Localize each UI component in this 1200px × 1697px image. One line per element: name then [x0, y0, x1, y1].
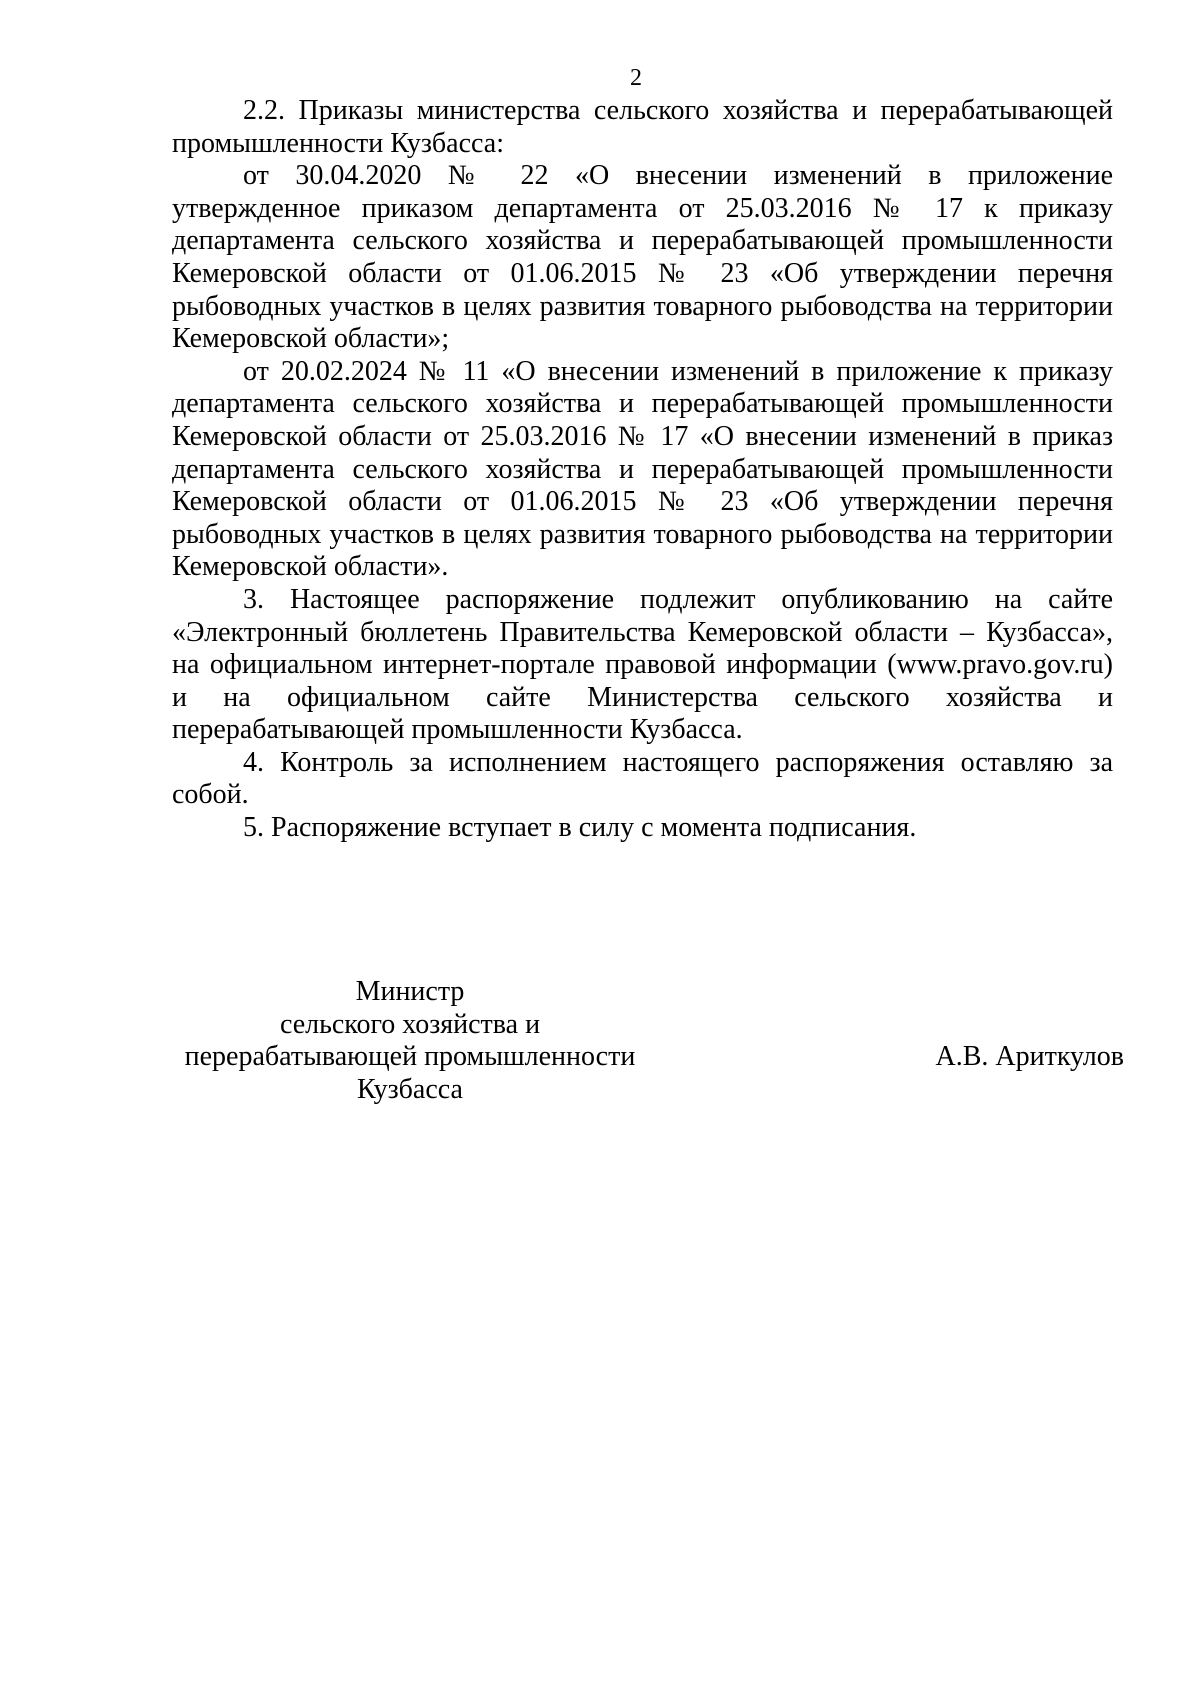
- document-body: [172, 95, 1113, 845]
- paragraph-3-publication: 3. Настоящее распоряжение подлежит опубликованию на сайте «Электронный бюллетень Правительства Кемеровской области – Кузбасса», на официальном интернет-портале правовой информации (www.pravo.gov.ru) и на официальном сайте Министерства сельского хозяйства и перерабатывающей промышленности Кузбасса.: [172, 583, 1113, 746]
- signatory-position: [150, 976, 670, 1106]
- signatory-position-line: перерабатывающей промышленности: [184, 1041, 636, 1073]
- paragraph-5-effect: 5. Распоряжение вступает в силу с момента подписания.: [243, 812, 917, 844]
- page-number: 2: [630, 65, 642, 91]
- signatory-position-line: Министр: [355, 976, 465, 1007]
- paragraph-order-2020: от 30.04.2020 № 22 «О внесении изменений в приложение утвержденное приказом департамента от 25.03.2016 № 17 к приказу департамента сельского хозяйства и перерабатывающей промышленности Кемеровской области от 01.06.2015 № 23 «Об утверждении перечня рыбоводных участков в целях развития товарного рыбоводства на территории Кемеровской области»;: [172, 160, 1113, 355]
- signatory-name: А.В. Ариткулов: [935, 1041, 1124, 1072]
- paragraph-order-2024: от 20.02.2024 № 11 «О внесении изменений в приложение к приказу департамента сельского хозяйства и перерабатывающей промышленности Кемеровской области от 25.03.2016 № 17 «О внесении изменений в приказ департамента сельского хозяйства и перерабатывающей промышленности Кемеровской области от 01.06.2015 № 23 «Об утверждении перечня рыбоводных участков в целях развития товарного рыбоводства на территории Кемеровской области».: [172, 355, 1113, 583]
- signatory-position-line: сельского хозяйства и: [279, 1008, 541, 1040]
- paragraph-2-2-heading: 2.2. Приказы министерства сельского хозяйства и перерабатывающей промышленности Кузбасса:: [172, 95, 1113, 159]
- paragraph-4-control: 4. Контроль за исполнением настоящего распоряжения оставляю за собой.: [172, 746, 1113, 811]
- signatory-position-line: Кузбасса: [357, 1073, 463, 1105]
